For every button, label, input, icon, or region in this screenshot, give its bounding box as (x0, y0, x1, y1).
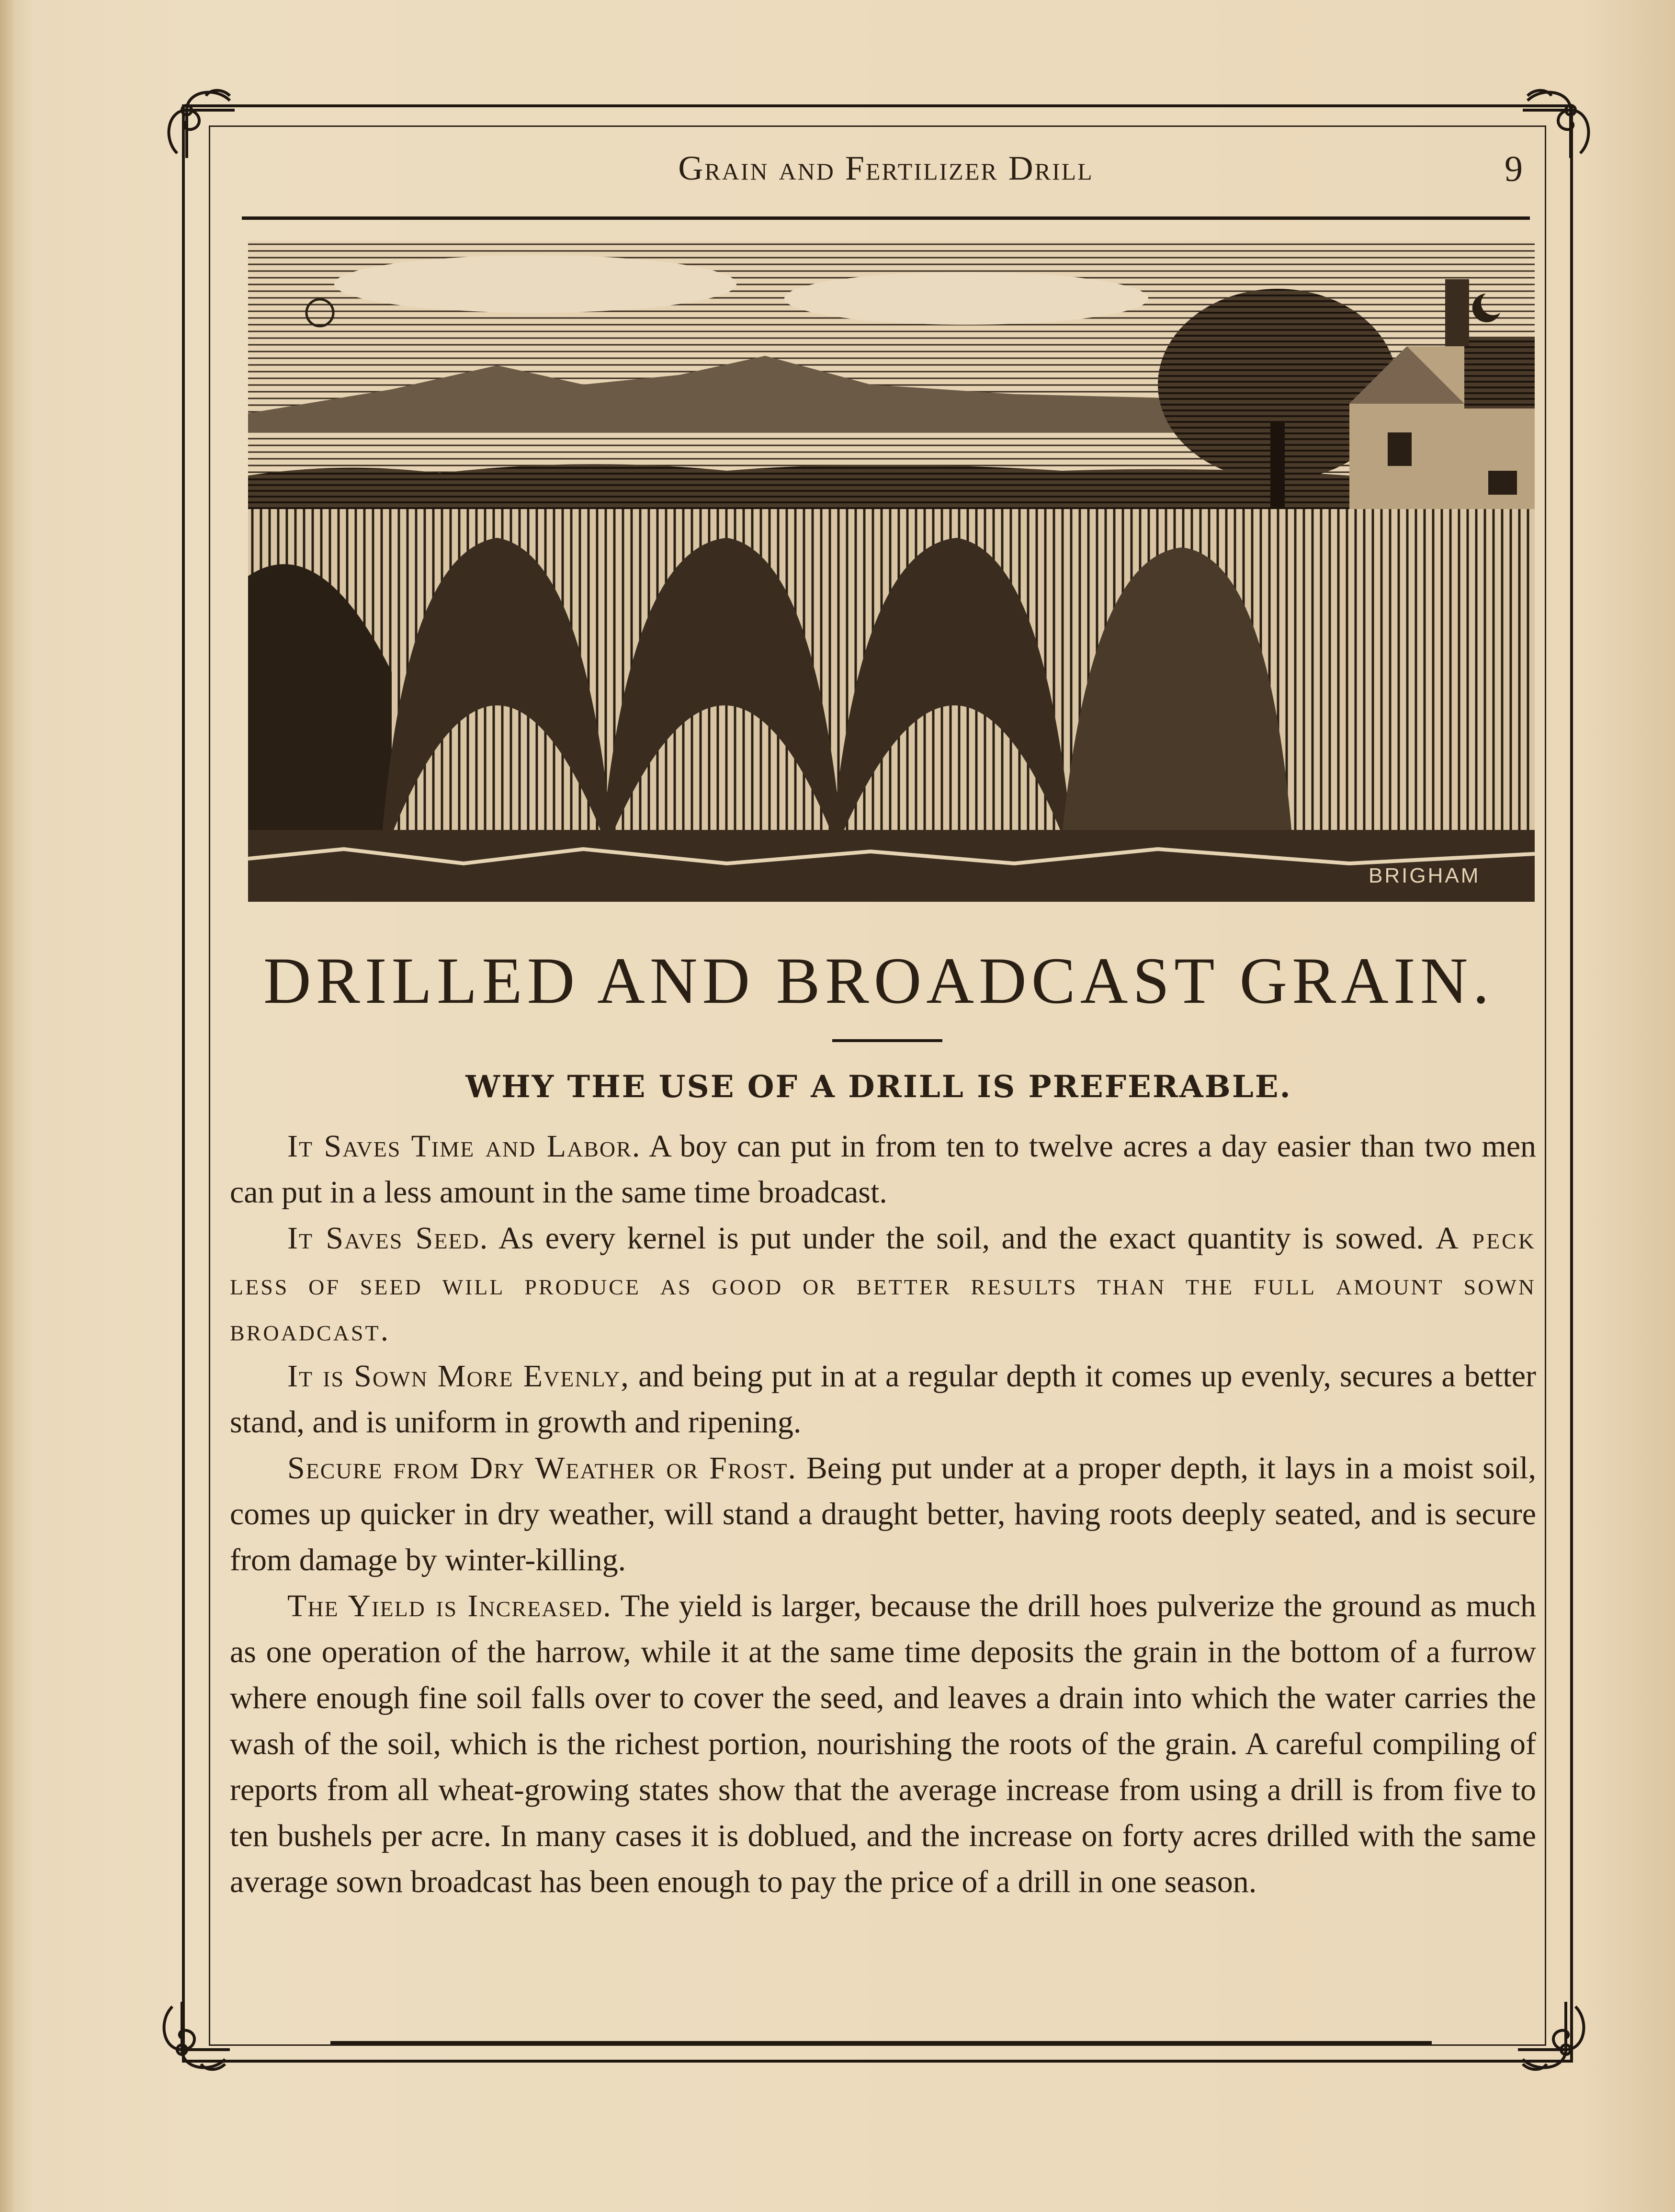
paragraph-lead: It Saves Time and Labor. (287, 1129, 641, 1164)
paragraph-text: A boy can put in from ten to twelve acres a day easier than two men can put in a less amount in the same time broadcast. (230, 1129, 1536, 1210)
paragraph-yield-increased (230, 1583, 1536, 1905)
article-title: DRILLED AND BROADCAST GRAIN. (263, 944, 1494, 1017)
corner-ornament-icon (158, 81, 239, 163)
corner-ornament-icon (153, 1997, 235, 2078)
paragraph-lead: It Saves Seed. (287, 1221, 489, 1256)
article-body (230, 1123, 1536, 1905)
running-head: Grain and Fertilizer Drill (678, 149, 1094, 187)
book-spine-edge (0, 0, 16, 2212)
corner-ornament-icon (1513, 1997, 1595, 2078)
header-rule (242, 216, 1530, 220)
article-subtitle: WHY THE USE OF A DRILL IS PREFERABLE. (465, 1069, 1292, 1105)
paragraph-text: As every kernel is put under the soil, and the exact quantity is sowed. (488, 1221, 1436, 1256)
paragraph-emphasis: A peck less of seed will produce as good or better results than the full amount sown broadcast. (230, 1221, 1536, 1348)
paragraph-saves-seed (230, 1215, 1536, 1353)
paragraph-text: The yield is larger, because the drill hoes pulverize the ground as much as one operation of the harrow, while it at the same time deposits the grain in the bottom of a furrow where enough fine soil falls over to cover the seed, and leaves a drain into which the water carries the wash of the soil, which is the richest portion, nourishing the roots of the grain. A careful compiling of reports from all wheat-growing states show that the average increase from using a drill is from five to ten bushels per acre. In many cases it is doblued, and the increase on forty acres drilled with the same average sown broadcast has been enough to pay the price of a drill in one season. (230, 1588, 1536, 1899)
wheat-field-farmhouse-engraving-icon (248, 241, 1535, 902)
paragraph-lead: It is Sown More Evenly, (287, 1359, 630, 1394)
paragraph-time-labor (230, 1123, 1536, 1215)
page-number: 9 (1505, 149, 1523, 189)
page-header (235, 144, 1537, 206)
title-rule (832, 1039, 942, 1042)
paragraph-dry-weather (230, 1445, 1536, 1583)
paragraph-text: and being put in at a regular depth it comes up evenly, secures a better stand, and is uniform in growth and ripening. (230, 1359, 1536, 1440)
paragraph-text: Being put under at a proper depth, it lays in a moist soil, comes up quicker in dry weather, will stand a draught better, having roots deeply seated, and is secure from damage by winter-killing. (230, 1451, 1536, 1577)
engraver-signature: BRIGHAM (1369, 864, 1481, 887)
paragraph-lead: The Yield is Increased. (287, 1588, 612, 1623)
footer-rule (330, 2041, 1432, 2044)
paragraph-lead: Secure from Dry Weather or Frost. (287, 1451, 797, 1486)
paragraph-sown-evenly (230, 1353, 1536, 1445)
